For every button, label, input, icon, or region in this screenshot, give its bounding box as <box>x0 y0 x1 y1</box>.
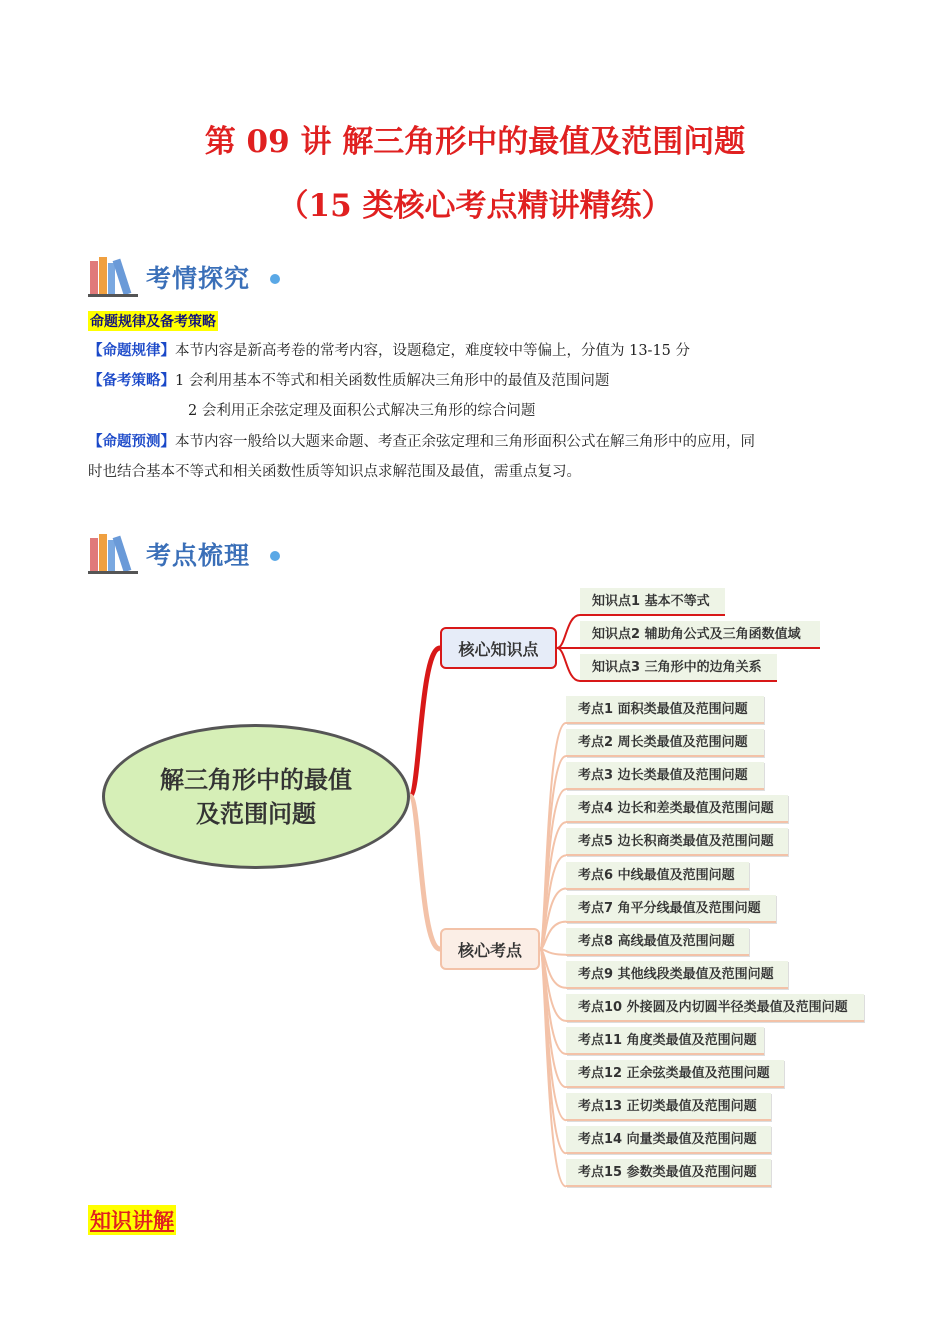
predict-text-2: 时也结合基本不等式和相关函数性质等知识点求解范围及最值，需重点复习。 <box>88 464 581 480</box>
exam-point-item: 考点2 周长类最值及范围问题 <box>566 729 764 757</box>
exam-point-item: 考点10 外接圆及内切圆半径类最值及范围问题 <box>566 994 864 1022</box>
page-subtitle: （15 类核心考点精讲精练） <box>277 188 673 224</box>
exam-point-item: 考点15 参数类最值及范围问题 <box>566 1159 771 1187</box>
connector-line <box>410 648 440 796</box>
exam-point-item: 考点8 高线最值及范围问题 <box>566 928 749 956</box>
rule-tag: 【命题规律】 <box>88 343 175 359</box>
branch-core-knowledge: 核心知识点 <box>440 627 557 669</box>
exam-point-item: 考点13 正切类最值及范围问题 <box>566 1093 771 1121</box>
strategy-tag: 【备考策略】 <box>88 373 175 389</box>
knowledge-heading: 知识讲解 <box>88 1205 176 1235</box>
connector-line <box>410 796 440 949</box>
exam-point-item: 考点11 角度类最值及范围问题 <box>566 1027 764 1055</box>
predict-tag: 【命题预测】 <box>88 434 175 450</box>
branch-core-exam-points: 核心考点 <box>440 928 540 970</box>
policy-heading: 命题规律及备考策略 <box>88 311 218 331</box>
rule-text: 本节内容是新高考卷的常考内容，设题稳定，难度较中等偏上，分值为 13-15 分 <box>175 343 691 359</box>
predict-text-1: 本节内容一般给以大题来命题、考查正余弦定理和三角形面积公式在解三角形中的应用，同 <box>175 434 755 450</box>
section-label: 考点梳理 <box>146 541 251 570</box>
exam-point-item: 考点14 向量类最值及范围问题 <box>566 1126 771 1154</box>
connector-line <box>557 648 580 681</box>
exam-point-item: 考点5 边长积商类最值及范围问题 <box>566 828 788 856</box>
knowledge-point-item: 知识点3 三角形中的边角关系 <box>580 654 777 682</box>
strategy-text-1: 1 会利用基本不等式和相关函数性质解决三角形中的最值及范围问题 <box>175 373 610 389</box>
exam-point-item: 考点12 正余弦类最值及范围问题 <box>566 1060 784 1088</box>
knowledge-point-item: 知识点1 基本不等式 <box>580 588 725 616</box>
exam-point-item: 考点3 边长类最值及范围问题 <box>566 762 764 790</box>
page-title: 第 09 讲 解三角形中的最值及范围问题 <box>204 124 746 160</box>
exam-point-item: 考点1 面积类最值及范围问题 <box>566 696 764 724</box>
center-line-1: 解三角形中的最值 <box>160 765 352 794</box>
exam-point-item: 考点9 其他线段类最值及范围问题 <box>566 961 788 989</box>
strategy-text-2: 2 会利用正余弦定理及面积公式解决三角形的综合问题 <box>188 403 536 419</box>
exam-point-item: 考点4 边长和差类最值及范围问题 <box>566 795 788 823</box>
mindmap-center-node <box>102 724 410 869</box>
connector-line <box>557 615 580 648</box>
center-line-2: 及范围问题 <box>196 799 316 828</box>
section-label: 考情探究 <box>146 264 251 293</box>
knowledge-point-item: 知识点2 辅助角公式及三角函数值域 <box>580 621 820 649</box>
exam-point-item: 考点7 角平分线最值及范围问题 <box>566 895 776 923</box>
exam-point-item: 考点6 中线最值及范围问题 <box>566 862 749 890</box>
